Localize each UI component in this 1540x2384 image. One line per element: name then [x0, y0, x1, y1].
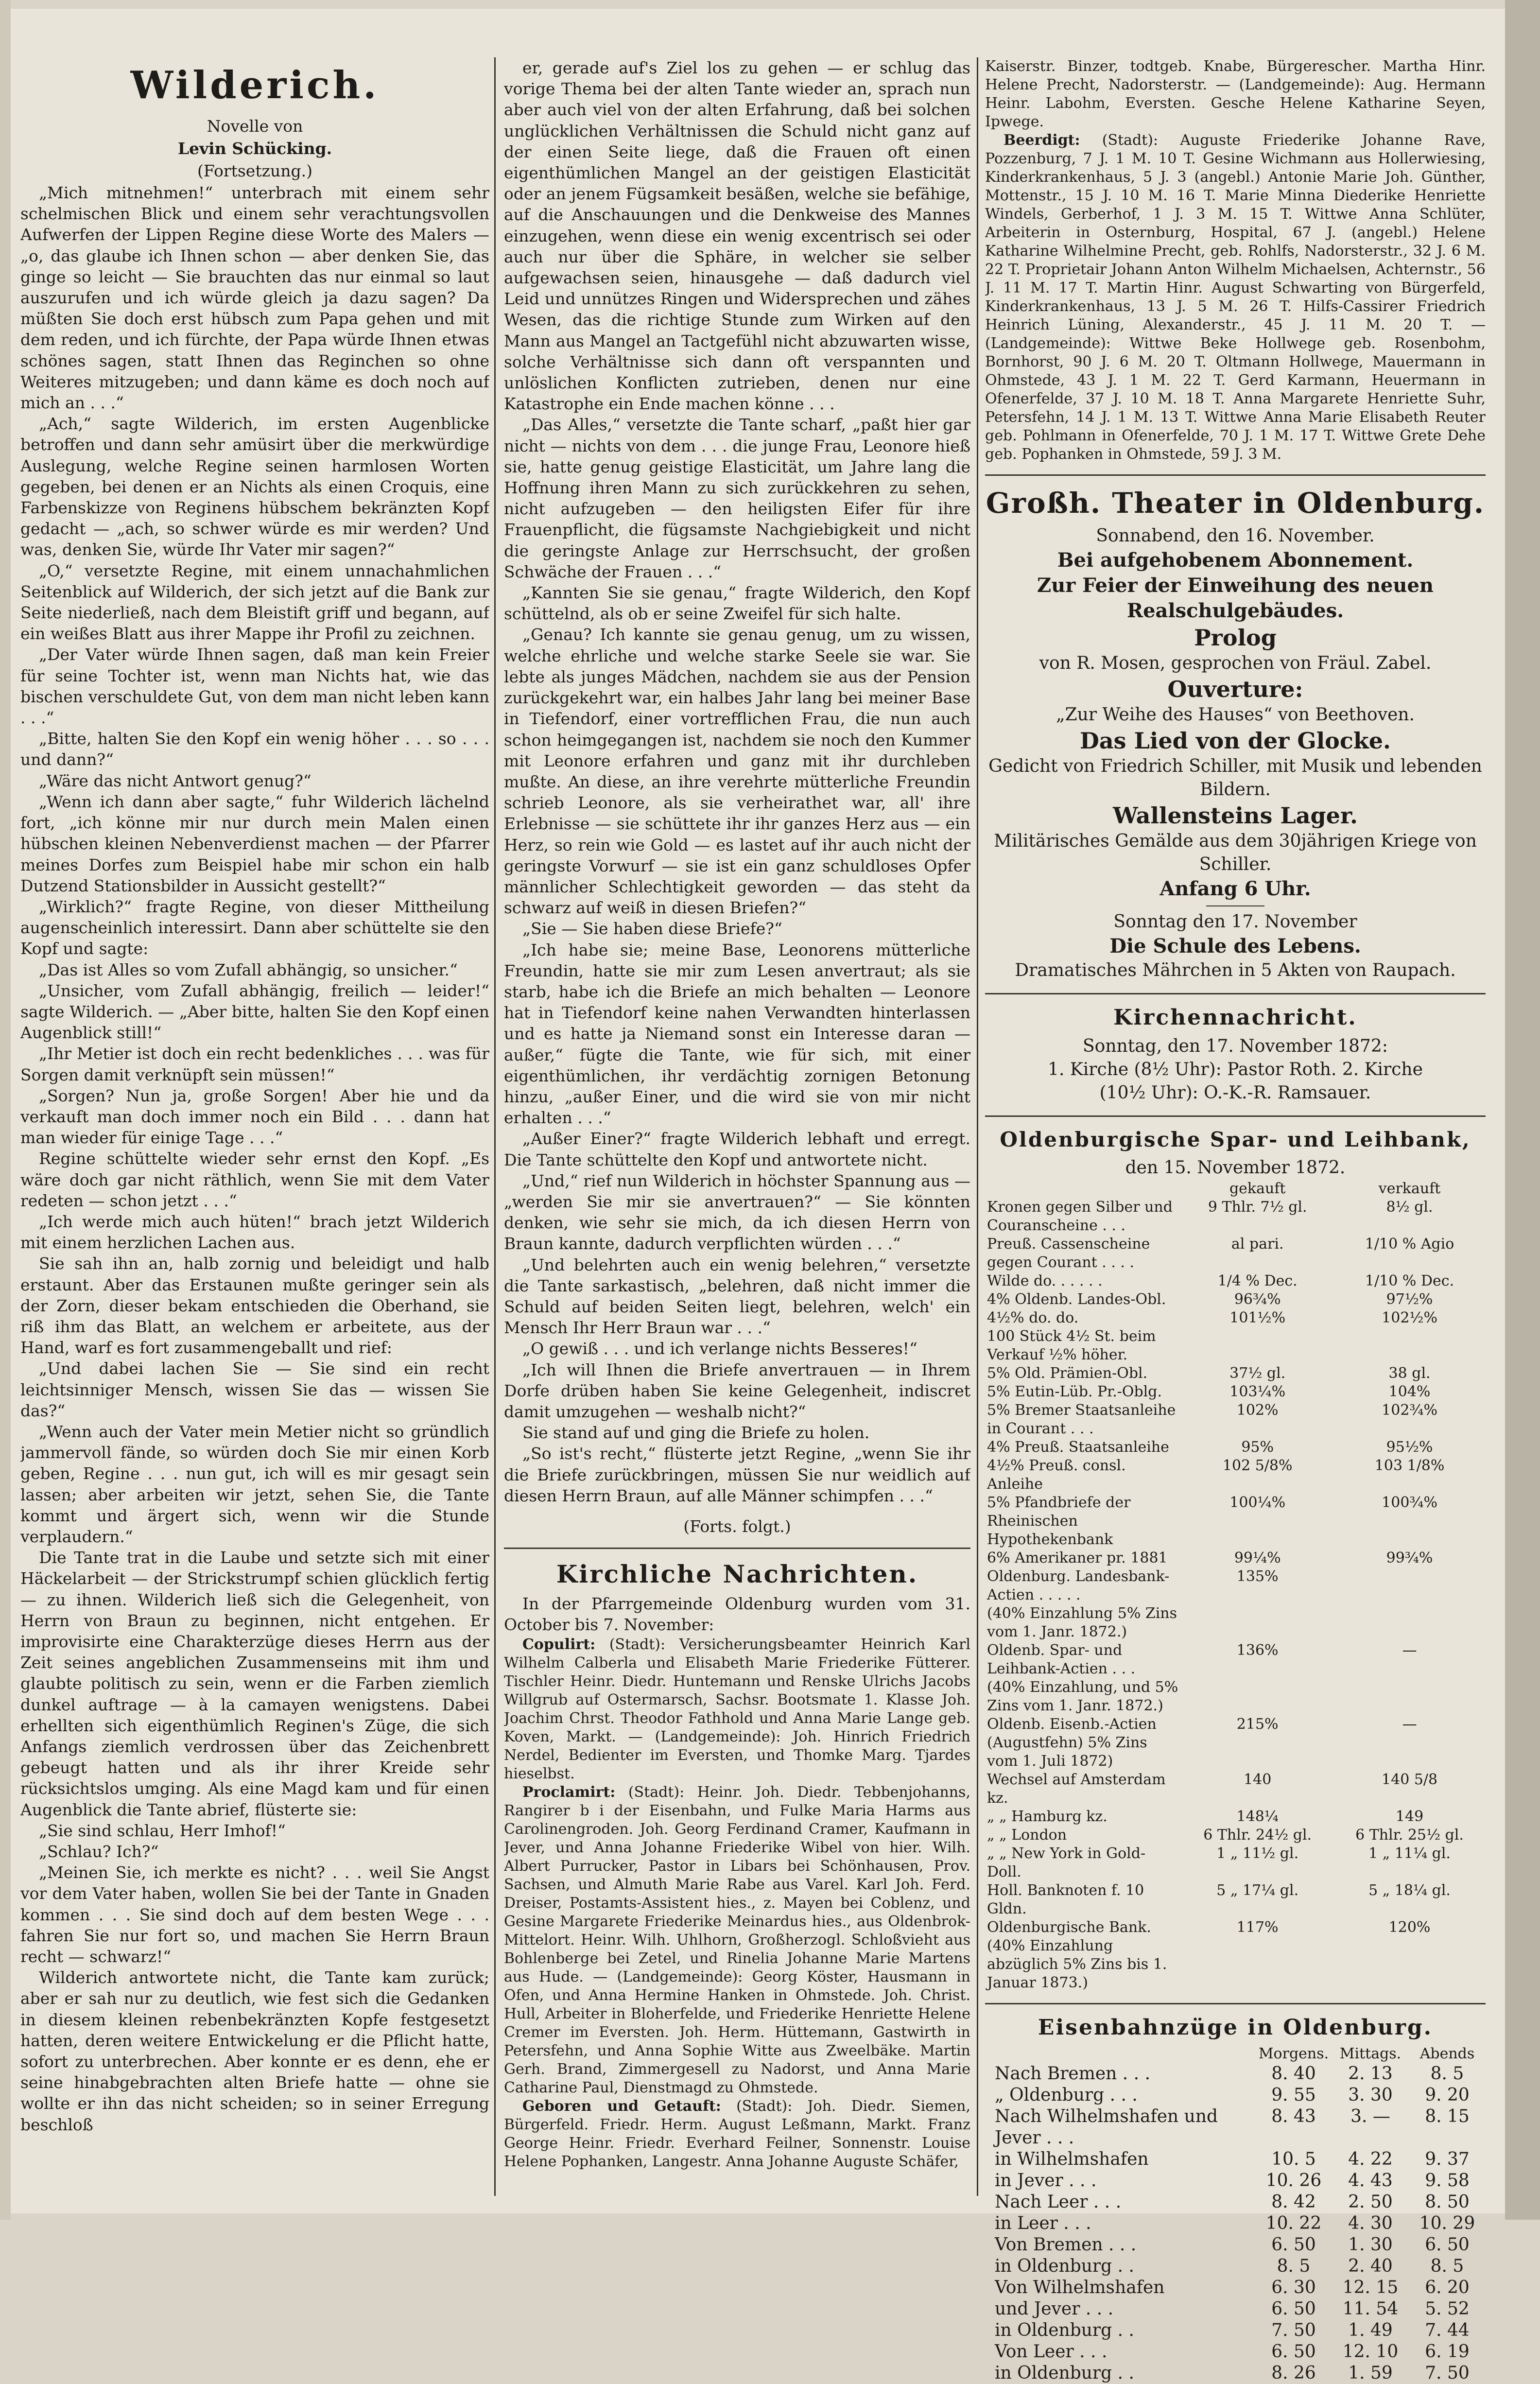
paragraph: „Und belehrten auch ein wenig belehren,“ versetzte die Tante sarkastisch, „belehren, daß nicht immer die Schuld auf beiden Seiten liegt, belehren, welch' ein Mensch Ihr Herr Braun war . . .“	[504, 1255, 970, 1338]
table-row	[985, 2256, 1486, 2277]
church-news-entry	[504, 1783, 970, 2097]
table-row	[985, 1918, 1486, 1937]
table-cell: 117%	[1236, 1919, 1279, 1936]
table-cell: 9. 55	[1271, 2085, 1316, 2105]
burials-label: Beerdigt:	[1004, 132, 1080, 149]
paragraph: „So ist's recht,“ flüsterte jetzt Regine, „wenn Sie ihr die Briefe zurückbringen, müssen Sie nur weidlich auf diesen Herrn Braun, auf alle Männer schimpfen . . .“	[504, 1444, 970, 1505]
bank-col-sell: verkauft	[1378, 1180, 1441, 1197]
table-row	[985, 1826, 1486, 1845]
table-cell: 1. 49	[1348, 2320, 1393, 2340]
church-news-continued: Kaiserstr. Binzer, todtgeb. Knabe, Bürgerescher. Martha Hinr. Helene Precht, Nadorsterstr. — (Landgemeinde): Aug. Hermann Heinr. Labohm, Eversten. Gesche Helene Katharine Seyen, Ipwege.	[985, 58, 1486, 130]
table-cell: 4. 22	[1348, 2149, 1393, 2169]
table-cell: Preuß. Cassenscheine gegen Courant . . . .	[987, 1236, 1150, 1271]
railway-timetable	[985, 2015, 1486, 2384]
table-cell: 140 5/8	[1382, 1771, 1438, 1788]
table-cell: Oldenb. Eisenb.-Actien (Augustfehn) 5% Zins vom 1. Juli 1872)	[987, 1716, 1157, 1770]
table-cell: 10. 22	[1265, 2213, 1322, 2233]
rail-title: Eisenbahnzüge in Oldenburg.	[1038, 2015, 1433, 2040]
table-cell: 10. 5	[1271, 2149, 1316, 2169]
table-cell: 11. 54	[1342, 2299, 1399, 2319]
table-cell: Nach Bremen . . .	[995, 2064, 1151, 2084]
table-cell: (40% Einzahlung, und 5% Zins vom 1. Janr. 1872.)	[987, 1679, 1178, 1714]
table-cell	[1333, 1327, 1486, 1364]
table-cell: „ „ Hamburg kz.	[987, 1808, 1107, 1825]
table-cell: 7. 50	[1271, 2320, 1316, 2340]
table-row	[985, 2277, 1486, 2298]
paragraph: „Ihr Metier ist doch ein recht bedenkliches . . . was für Sorgen damit verknüpft sein müssen!“	[20, 1044, 489, 1084]
paragraph: „Das Alles,“ versetzte die Tante scharf, „paßt hier gar nicht — nichts von dem . . . die junge Frau, Leonore hieß sie, hatte genug geistige Elasticität, um Jahre lang die Hoffnung ihren Mann zu sich zurückkehren zu sehen, nicht aufzugeben — den heiligsten Eifer für ihre Frauenpflicht, die fügsamste Nachgiebigkeit und nicht die geringste Anlage zur Herrschsucht, der großen Schwäche der Frauen . . .“	[504, 415, 970, 581]
theater-prolog-by: von R. Mosen, gesprochen von Fräul. Zabel.	[1039, 653, 1432, 673]
table-row	[985, 2298, 1486, 2320]
table-row	[985, 2320, 1486, 2341]
table-cell: 3. —	[1350, 2106, 1390, 2126]
theater-weihe: „Zur Weihe des Hauses“ von Beethoven.	[1056, 705, 1415, 725]
paragraph: „Bitte, halten Sie den Kopf ein wenig höher . . . so . . . und dann?“	[20, 729, 489, 769]
table-cell: Von Wilhelmshafen	[995, 2278, 1165, 2297]
table-cell: „ Oldenburg . . .	[995, 2085, 1138, 2105]
table-cell: 8. 15	[1425, 2106, 1470, 2126]
table-cell: 8. 5	[1430, 2064, 1464, 2084]
paragraph: er, gerade auf's Ziel los zu gehen — er schlug das vorige Thema bei der alten Tante wieder an, sprach nun aber auch viel von der alten Erfahrung, daß bei solchen unglücklichen Verhältnissen die Schuld nicht ganz auf der einen Seite liege, daß die Frauen oft einen eigenthümlichen Mangel an der geistigen Elasticität oder an jenem Fügsamkeit besäßen, welche sie befähige, auf die Anschauungen und die Denkweise des Mannes einzugehen, wenn diese ein wenig excentrisch sei oder auch nur über die Sphäre, in welcher sie selber aufgewachsen seien, hinausgehe — daß dadurch viel Leid und unnützes Ringen und Widersprechen und zähes Wesen, das die richtige Stunde zum Wirken auf den Mann aus Mangel an Tactgefühl nicht abzuwarten wisse, solche Verhältnisse sich dann oft verspannten und unlöslichen Konflicten zutrieben, denen nur eine Katastrophe ein Ende machen könne . . .	[504, 58, 970, 414]
paragraph: „Sie — Sie haben diese Briefe?“	[522, 919, 782, 939]
church-news-text: (Stadt): Heinr. Joh. Diedr. Tebbenjohanns, Rangirer b i der Eisenbahn, und Fulke Maria Harms aus Carolinengroden. Joh. Georg Ferdinand Cramer, Kaufmann in Jever, und Anna Johanne Friederike Wibel von hier. Wilh. Albert Purrucker, Pastor in Libars bei Schönhausen, Prov. Sachsen, und Almuth Marie Rabe aus Varel. Karl Joh. Ferd. Dreiser, Postamts-Assistent hies., z. Mayen bei Coblenz, und Gesine Margarete Friederike Meinardus hies., aus Oldenbrok-Mittelort. Heinr. Wilh. Uhlhorn, Großherzogl. Schloßvieht aus Bohlenberge bei Zetel, und Rinelia Johanne Marie Martens aus Hude. — (Landgemeinde): Georg Köster, Hausmann in Ofen, und Anna Hermine Hanken in Ohmstede. Joh. Christ. Hull, Arbeiter in Bloherfelde, und Friederike Henriette Helene Cremer im Eversten. Joh. Herm. Hüttemann, Gastwirth in Petersfehn, und Anna Sophie Witte aus Zweelbäke. Martin Gerh. Brand, Zimmergesell zu Nadorst, und Anna Marie Catharine Paul, Dienstmagd zu Ohmstede.	[504, 1783, 970, 2096]
table-cell: 135%	[1236, 1568, 1279, 1585]
table-row	[985, 1604, 1486, 1641]
table-cell: al pari.	[1231, 1236, 1284, 1253]
table-cell: 5. 52	[1425, 2299, 1470, 2319]
table-cell: 3. 30	[1348, 2085, 1393, 2105]
table-cell: Wechsel auf Amsterdam kz.	[987, 1771, 1166, 1807]
bank-col-empty	[985, 1180, 1181, 1198]
table-row	[985, 1549, 1486, 1567]
table-row	[985, 1457, 1486, 1494]
table-cell: 6. 50	[1425, 2235, 1470, 2255]
table-cell: Oldenburgische Bank.	[987, 1919, 1151, 1936]
table-row	[985, 1494, 1486, 1549]
table-cell	[1333, 1678, 1486, 1715]
table-cell: 99¾%	[1386, 1549, 1433, 1566]
rail-col-evening: Abends	[1419, 2045, 1475, 2062]
table-cell: 12. 15	[1342, 2278, 1399, 2297]
table-cell: 1/4 % Dec.	[1217, 1272, 1298, 1289]
table-row	[985, 2234, 1486, 2256]
table-row	[985, 2149, 1486, 2170]
church-news-intro: In der Pfarrgemeinde Oldenburg wurden vom 31. October bis 7. November:	[504, 1594, 970, 1635]
table-row	[985, 1567, 1486, 1604]
table-cell: Nach Wilhelmshafen und Jever . . .	[995, 2106, 1218, 2148]
paragraph: „Genau? Ich kannte sie genau genug, um zu wissen, welche ehrliche und welche starke Seele sie war. Sie lebte als junges Mädchen, nachdem sie aus der Pension zurückgekehrt war, ein halbes Jahr lang bei meiner Base in Tiefendorf, einer vortrefflichen Frau, die nun auch schon heimgegangen ist, nachdem sie noch den Kummer mit Leonore erfahren und ganz mit ihr durchleben mußte. An diese, an ihre verehrte mütterliche Freundin schrieb Leonore, als sie verheirathet war, all' ihre Erlebnisse — sie schüttete ihr ihr ganzes Herz aus — ein Herz, so rein wie Gold — es lastet auf ihr auch nicht der geringste Vorwurf — sie ist ein ganz schuldloses Opfer männlicher Schlechtigkeit geworden — das steht da schwarz auf weiß in diesen Briefen?“	[504, 625, 970, 918]
table-cell: 148¼	[1236, 1808, 1279, 1825]
table-cell: 5 „ 17¼ gl.	[1216, 1882, 1299, 1899]
table-cell: Holl. Banknoten f. 10 Gldn.	[987, 1882, 1144, 1917]
table-row	[985, 1937, 1486, 1992]
table-cell: 6. 50	[1271, 2342, 1316, 2362]
table-cell: 10. 29	[1419, 2213, 1475, 2233]
church-news-list	[504, 1636, 970, 2171]
novel-subtitle: Novelle von	[207, 117, 303, 136]
burials-entry	[985, 131, 1486, 464]
paragraph: „Schlau? Ich?“	[39, 1842, 159, 1862]
table-cell: 6% Amerikaner pr. 1881	[987, 1549, 1168, 1566]
table-cell: 5% Pfandbriefe der Rheinischen Hypothekenbank	[987, 1494, 1131, 1548]
theater-sunday: Sonntag den 17. November	[1113, 912, 1357, 932]
table-row	[985, 2192, 1486, 2213]
table-cell: 4. 43	[1348, 2171, 1393, 2191]
theater-prolog: Prolog	[1194, 625, 1277, 651]
table-row	[985, 2213, 1486, 2234]
table-cell: 8. 5	[1277, 2256, 1311, 2276]
table-cell: 102%	[1236, 1402, 1279, 1419]
page-edge-left	[0, 0, 11, 2220]
rail-col-noon: Mittags.	[1339, 2045, 1402, 2062]
paragraph: „Und,“ rief nun Wilderich in höchster Spannung aus — „werden Sie mir sie anvertrauen?“ — Sie könnten denken, wie sehr sie mich, da ich diesen Herrn von Braun kannte, dadurch verpflichten würden . . .“	[504, 1171, 970, 1253]
table-cell: 6. 50	[1271, 2235, 1316, 2255]
table-cell: Kronen gegen Silber und Couranscheine . . .	[987, 1199, 1173, 1234]
column-rule	[494, 57, 496, 2196]
church-news-entry	[504, 1636, 970, 1783]
paragraph: „Meinen Sie, ich merkte es nicht? . . . weil Sie Angst vor dem Vater haben, wollen Sie bei der Tante in Gnaden kommen . . . Sie sind doch auf dem besten Wege . . . fahren Sie nur fort so, und machen Sie Herrn Braun recht — schwarz!“	[20, 1863, 489, 1966]
table-cell: „ „ London	[987, 1827, 1067, 1844]
table-cell: 102½%	[1382, 1309, 1437, 1326]
table-cell: 4. 30	[1348, 2213, 1393, 2233]
table-cell: 1. 59	[1348, 2363, 1393, 2383]
table-cell: Von Leer . . .	[995, 2342, 1107, 2362]
table-row	[985, 1881, 1486, 1918]
church-news-heading: Kirchliche Nachrichten.	[556, 1560, 918, 1589]
paragraph: „Wenn ich dann aber sagte,“ fuhr Wilderich lächelnd fort, „ich könne mir nur durch mein Malen einen hübschen kleinen Nebenverdienst machen — der Pfarrer meines Dorfes zum Beispiel habe mir schon ein halb Dutzend Stationsbilder in Aussicht gestellt?“	[20, 792, 489, 895]
table-cell: Nach Leer . . .	[995, 2192, 1122, 2212]
table-cell: 9 Thlr. 7½ gl.	[1208, 1199, 1307, 1216]
paragraph: Sie stand auf und ging die Briefe zu holen.	[522, 1423, 870, 1443]
table-cell: in Jever . . .	[995, 2171, 1097, 2191]
bank-date: den 15. November 1872.	[1125, 1158, 1346, 1178]
church-service-title: Kirchennachricht.	[1113, 1005, 1357, 1030]
bank-title: Oldenburgische Spar- und Leihbank,	[1000, 1128, 1471, 1151]
table-cell: 38 gl.	[1388, 1365, 1431, 1382]
table-cell: 6. 20	[1425, 2278, 1470, 2297]
page-edge-right	[1505, 0, 1540, 2220]
paragraph: „Wäre das nicht Antwort genug?“	[39, 771, 311, 790]
table-row	[985, 1401, 1486, 1438]
novel-text	[20, 182, 489, 2135]
table-cell: in Oldenburg . .	[995, 2320, 1134, 2340]
table-row	[985, 2063, 1486, 2085]
table-cell: 102¾%	[1382, 1402, 1437, 1419]
novel-continued: (Fortsetzung.)	[197, 161, 312, 180]
table-row	[985, 1364, 1486, 1383]
table-cell: 120%	[1388, 1919, 1431, 1936]
table-cell: 5% Bremer Staatsanleihe in Courant . . .	[987, 1402, 1176, 1437]
church-news-label: Copulirt:	[522, 1636, 596, 1653]
theater-abo: Bei aufgehobenem Abonnement.	[1057, 549, 1414, 572]
table-cell: 100 Stück 4½ St. beim Verkauf ½% höher.	[987, 1328, 1156, 1363]
table-row	[985, 2170, 1486, 2192]
theater-lager-desc: Militärisches Gemälde aus dem 30jährigen Kriege von Schiller.	[994, 831, 1477, 874]
table-cell: 4½% Preuß. consl. Anleihe	[987, 1457, 1126, 1493]
table-cell: 1/10 % Agio	[1365, 1236, 1454, 1253]
paragraph: Wilderich antwortete nicht, die Tante kam zurück; aber er sah nur zu deutlich, wie fest sich die Gedanken in diesem kleinen rebenbekränzten Kopfe festgesetzt hatten, deren weitere Entwickelung er die Pflicht hatte, sofort zu unterbrechen. Aber konnte er es denn, ehe er seine hinabgebrachten alten Briefe hatte — ohne sie wollte er ihn das nicht scheiden; so in seiner Erregung beschloß	[20, 1968, 489, 2134]
table-cell: 96¾%	[1234, 1291, 1281, 1308]
church-news-entry	[504, 2097, 970, 2171]
table-cell: 103 1/8%	[1374, 1457, 1445, 1474]
table-cell: 97½%	[1386, 1291, 1433, 1308]
table-cell: 8. 5	[1430, 2256, 1464, 2276]
table-cell: 2. 13	[1348, 2064, 1393, 2084]
table-cell: 2. 50	[1348, 2192, 1393, 2212]
table-cell: 10. 26	[1265, 2171, 1322, 2191]
table-cell: 8. 26	[1271, 2363, 1316, 2383]
table-row	[985, 1198, 1486, 1235]
theater-lager: Wallensteins Lager.	[1113, 802, 1358, 829]
table-cell: 7. 50	[1425, 2363, 1470, 2383]
church-service-line2: (10½ Uhr): O.-K.-R. Ramsauer.	[1099, 1083, 1371, 1103]
table-cell: 12. 10	[1342, 2342, 1399, 2362]
table-cell: 9. 20	[1425, 2085, 1470, 2105]
paragraph: Die Tante trat in die Laube und setzte sich mit einer Häckelarbeit — der Strickstrumpf schien glücklich fertig — zu ihnen. Wilderich ließ sich die Gelegenheit, von Herrn von Braun zu beginnen, nicht entgehen. Er improvisirte eine Charakterzüge dieses Herrn aus der Zeit seines angeblichen Zusammenseins mit ihm und glaubte politisch zu sein, wenn er die Farben ziemlich dunkel auftrage — à la camayen wenigstens. Dabei erhellten sich eigenthümlich Reginen's Züge, die sich Anfangs ziemlich verdrossen über das Zeichenbrett gebeugt hatten und als ihr ihrer Kreide sehr rücksichtslos umging. Als eine Magd kam und für einen Augenblick die Tante abrief, flüsterte sie:	[20, 1548, 489, 1819]
table-row	[985, 1715, 1486, 1771]
table-cell: —	[1402, 1642, 1417, 1659]
rail-col-morning: Morgens.	[1258, 2045, 1329, 2062]
church-news-text: (Stadt): Joh. Diedr. Siemen, Bürgerfeld. Friedr. Herm. August Leßmann, Markt. Franz George Heinr. Friedr. Everhard Feilner, Sonnenstr. Louise Helene Pophanken, Langestr. Anna Johanne Auguste Schäfer,	[504, 2097, 970, 2170]
newspaper-page	[11, 9, 1505, 2383]
table-cell: 8. 42	[1271, 2192, 1316, 2212]
table-row	[985, 1290, 1486, 1309]
table-row	[985, 1235, 1486, 1272]
church-service-line1: 1. Kirche (8½ Uhr): Pastor Roth. 2. Kirche	[1048, 1060, 1423, 1079]
table-row	[985, 1383, 1486, 1401]
table-row	[985, 2363, 1486, 2384]
divider	[985, 2003, 1486, 2004]
table-cell: 103¼%	[1229, 1383, 1286, 1400]
table-cell: 149	[1395, 1808, 1424, 1825]
table-cell	[1181, 1327, 1333, 1364]
table-row	[985, 1438, 1486, 1457]
novel-to-be-continued: (Forts. folgt.)	[683, 1517, 791, 1536]
church-news-label: Proclamirt:	[522, 1783, 616, 1801]
column-novel	[20, 57, 489, 2135]
novel-author: Levin Schücking.	[177, 139, 332, 158]
table-cell	[1181, 1937, 1333, 1992]
novel-title: Wilderich.	[130, 63, 380, 107]
table-cell: 99¼%	[1234, 1549, 1281, 1566]
table-cell: 95%	[1241, 1439, 1274, 1456]
table-cell: 37½ gl.	[1229, 1365, 1286, 1382]
paragraph: „Das ist Alles so vom Zufall abhängig, so unsicher.“	[39, 960, 458, 979]
table-cell: 1 „ 11½ gl.	[1216, 1845, 1299, 1862]
theater-start: Anfang 6 Uhr.	[1159, 877, 1311, 900]
table-cell: —	[1402, 1716, 1417, 1733]
table-cell: 6 Thlr. 25½ gl.	[1355, 1827, 1464, 1844]
table-cell: 9. 37	[1425, 2149, 1470, 2169]
table-row	[985, 2085, 1486, 2106]
theater-ouverture: Ouverture:	[1167, 676, 1303, 702]
table-cell: 136%	[1236, 1642, 1279, 1659]
table-cell: 8. 43	[1271, 2106, 1316, 2126]
divider	[985, 1115, 1486, 1117]
theater-date: Sonnabend, den 16. November.	[1096, 526, 1375, 546]
table-row	[985, 1678, 1486, 1715]
bank-table	[985, 1180, 1486, 1992]
theater-title: Großh. Theater in Oldenburg.	[986, 487, 1485, 520]
table-cell	[1181, 1678, 1333, 1715]
table-cell: 6. 19	[1425, 2342, 1470, 2362]
table-cell: 6. 30	[1271, 2278, 1316, 2297]
church-news-text: (Stadt): Versicherungsbeamter Heinrich Karl Wilhelm Calberla und Elisabeth Marie Friederike Fütterer. Tischler Heinr. Diedr. Huntemann und Renske Ulrichs Jacobs Willgrub auf Ostermarsch, Sachsr. Bootsmate 1. Klasse Joh. Joachim Chrst. Theodor Fathhold und Anna Marie Lange geb. Koven, Markt. — (Landgemeinde): Joh. Hinrich Friedrich Nerdel, Bedienter im Eversten, und Thomke Marg. Tjardes hieselbst.	[504, 1636, 970, 1782]
table-cell	[1333, 1604, 1486, 1641]
table-cell: 5% Old. Prämien-Obl.	[987, 1365, 1148, 1382]
table-cell: 1 „ 11¼ gl.	[1368, 1845, 1451, 1862]
table-cell: 1. 30	[1348, 2235, 1393, 2255]
novel-text-cont	[504, 57, 970, 1506]
church-news-label: Geboren und Getauft:	[522, 2097, 721, 2115]
theater-schule-desc: Dramatisches Mährchen in 5 Akten von Raupach.	[1015, 960, 1456, 980]
paragraph: „Der Vater würde Ihnen sagen, daß man kein Freier für seine Tochter ist, wenn man Nichts hat, wie das bischen verschuldete Gut, von dem man nicht leben kann . . .“	[20, 645, 489, 728]
table-cell: 215%	[1236, 1716, 1279, 1733]
table-cell: 8. 50	[1425, 2192, 1470, 2212]
paragraph: „Unsicher, vom Zufall abhängig, freilich — leider!“ sagte Wilderich. — „Aber bitte, halten Sie den Kopf einen Augenblick still!“	[20, 981, 489, 1043]
table-cell: Oldenburg. Landesbank-Actien . . . . .	[987, 1568, 1170, 1603]
paragraph: „Sie sind schlau, Herr Imhof!“	[39, 1821, 286, 1840]
bank-rates	[985, 1128, 1486, 1992]
church-service-date: Sonntag, den 17. November 1872:	[1083, 1036, 1388, 1056]
divider	[504, 1548, 970, 1549]
paragraph: „Ich habe sie; meine Base, Leonorens mütterliche Freundin, hatte sie mir zum Lesen anvertraut; als sie starb, habe ich die Briefe an mich behalten — Leonore hat in Tiefendorf keine nahen Verwandten hinterlassen und es hatte ja Niemand sonst ein Interesse daran — außer,“ fügte die Tante, wie für sich, mit einer eigenthümlichen, ihr verdächtig zornigen Betonung hinzu, „außer Einer, und die wird sie von mir nicht erhalten . . .“	[504, 940, 970, 1128]
table-cell: 8. 40	[1271, 2064, 1316, 2084]
table-row	[985, 1771, 1486, 1808]
table-cell: 1/10 % Dec.	[1365, 1272, 1454, 1289]
table-row	[985, 1845, 1486, 1881]
table-cell: in Oldenburg . .	[995, 2256, 1134, 2276]
table-cell: 4½% do. do.	[987, 1309, 1079, 1326]
table-cell: 7. 44	[1425, 2320, 1470, 2340]
paragraph: „Ich will Ihnen die Briefe anvertrauen — in Ihrem Dorfe drüben haben Sie keine Gelegenheit, indiscret damit umzugehen — weshalb nicht?“	[504, 1360, 970, 1421]
table-cell: in Wilhelmshafen	[995, 2149, 1149, 2169]
divider	[985, 474, 1486, 476]
bank-col-buy: gekauft	[1229, 1180, 1286, 1197]
table-cell: 4% Oldenb. Landes-Obl.	[987, 1291, 1166, 1308]
paragraph: „Und dabei lachen Sie — Sie sind ein recht leichtsinniger Mensch, wissen Sie das — wissen Sie das?“	[20, 1359, 489, 1420]
table-cell: (40% Einzahlung abzüglich 5% Zins bis 1. Januar 1873.)	[987, 1937, 1167, 1991]
column-rule	[977, 57, 978, 2196]
table-row	[985, 1808, 1486, 1826]
paragraph: „O,“ versetzte Regine, mit einem unnachahmlichen Seitenblick auf Wilderich, der sich jetzt auf die Bank zur Seite niederließ, nach dem Bleistift griff und begann, auf ein weißes Blatt aus ihrer Mappe ihr Profil zu zeichnen.	[20, 561, 489, 644]
table-cell: 101½%	[1229, 1309, 1286, 1326]
table-cell: 5 „ 18¼ gl.	[1368, 1882, 1451, 1899]
divider	[985, 993, 1486, 994]
table-cell: in Leer . . .	[995, 2213, 1091, 2233]
table-cell: 140	[1244, 1771, 1272, 1788]
paragraph: „Wenn auch der Vater mein Metier nicht so gründlich jammervoll fände, so würden doch Sie mir einen Korb geben, Regine . . . nun gut, ich will es mir gesagt sein lassen; aber arbeiten wir jetzt, sehen Sie, die Tante kommt und ärgert sich, wenn wir die Stunde verplaudern.“	[20, 1422, 489, 1546]
table-row	[985, 2341, 1486, 2363]
paragraph: „O gewiß . . . und ich verlange nichts Besseres!“	[522, 1339, 917, 1358]
table-cell	[1181, 1604, 1333, 1641]
table-cell: in Oldenburg . .	[995, 2363, 1134, 2383]
paragraph: „Wirklich?“ fragte Regine, von dieser Mittheilung augenscheinlich interessirt. Dann aber schüttelte sie den Kopf und sagte:	[20, 897, 489, 958]
column-ads	[985, 57, 1486, 2384]
divider	[1206, 905, 1264, 906]
column-middle	[504, 57, 970, 2171]
table-cell: 2. 40	[1348, 2256, 1393, 2276]
theater-glocke-desc: Gedicht von Friedrich Schiller, mit Musik und lebenden Bildern.	[988, 756, 1482, 800]
theater-glocke: Das Lied von der Glocke.	[1079, 728, 1391, 754]
table-cell: (40% Einzahlung 5% Zins vom 1. Janr. 1872.)	[987, 1605, 1177, 1640]
theater-announcement	[985, 487, 1486, 982]
paragraph: „Sorgen? Nun ja, große Sorgen! Aber hie und da verkauft man doch immer noch ein Bild . . . dann hat man wieder für einige Tage . . .“	[20, 1086, 489, 1148]
rail-col-empty	[985, 2045, 1255, 2063]
table-cell: 104%	[1388, 1383, 1431, 1400]
table-cell	[1333, 1567, 1486, 1604]
paragraph: Sie sah ihn an, halb zornig und beleidigt und halb erstaunt. Aber das Erstaunen mußte geringer sein als der Zorn, dieser bekam entschieden die Oberhand, sie riß ihm das Blatt, an welchem er arbeitete, aus der Hand, warf es fort zusammengeballt und rief:	[20, 1254, 489, 1357]
paragraph: „Kannten Sie sie genau,“ fragte Wilderich, den Kopf schüttelnd, als ob er seine Zweifel für sich halte.	[504, 583, 970, 624]
theater-feier: Zur Feier der Einweihung des neuen Realschulgebäudes.	[1037, 574, 1434, 622]
table-cell: 100¼%	[1229, 1494, 1286, 1511]
table-cell	[1333, 1937, 1486, 1992]
table-cell: 6. 50	[1271, 2299, 1316, 2319]
table-row	[985, 1272, 1486, 1290]
table-cell: 4% Preuß. Staatsanleihe	[987, 1439, 1169, 1456]
burials-text: (Stadt): Auguste Friederike Johanne Rave, Pozzenburg, 7 J. 1 M. 10 T. Gesine Wichmann aus Hollerwiesing, Kinderkrankenhaus, 5 J. 3 (angebl.) Antonie Marie Joh. Günther, Mottenstr., 15 J. 10 M. 16 T. Marie Minna Diederike Henriette Windels, Gerberhof, 1 J. 3 M. 15 T. Wittwe Anna Schlüter, Arbeiterin in Osternburg, Hospital, 67 J. (angebl.) Helene Katharine Wilhelmine Precht, geb. Rohlfs, Nadorsterstr., 32 J. 6 M. 22 T. Proprietair Johann Anton Wilhelm Michaelsen, Achternstr., 56 J. 11 M. 17 T. Martin Hinr. August Schwarting von Bürgerfeld, Kinderkrankenhaus, 13 J. 5 M. 26 T. Hilfs-Cassirer Friedrich Heinrich Lüning, Alexanderstr., 45 J. 11 M. 20 T. — (Landgemeinde): Wittwe Beke Hollwege geb. Rosenbohm, Bornhorst, 90 J. 6 M. 20 T. Oltmann Hollwege, Mauermann in Ohmstede, 43 J. 1 M. 22 T. Gerd Karmann, Heuermann in Ofenerfelde, 37 J. 10 M. 18 T. Anna Margarete Henriette Suhr, Petersfehn, 14 J. 1 M. 13 T. Wittwe Anna Marie Elisabeth Reuter geb. Pohlmann in Ofenerfelde, 70 J. 1 M. 17 T. Wittwe Grete Dehe geb. Pophanken in Ohmstede, 59 J. 3 M.	[985, 132, 1486, 463]
paragraph: Regine schüttelte wieder sehr ernst den Kopf. „Es wäre doch gar nicht räthlich, wenn Sie mit dem Vater redeten — schon jetzt . . .“	[20, 1149, 489, 1210]
paragraph: „Ich werde mich auch hüten!“ brach jetzt Wilderich mit einem herzlichen Lachen aus.	[20, 1212, 489, 1253]
table-cell: 6 Thlr. 24½ gl.	[1203, 1827, 1312, 1844]
table-row	[985, 1641, 1486, 1678]
paragraph: „Außer Einer?“ fragte Wilderich lebhaft und erregt. Die Tante schüttelte den Kopf und antwortete nicht.	[504, 1129, 970, 1169]
table-cell: 100¾%	[1382, 1494, 1437, 1511]
table-cell: „ „ New York in Gold-Doll.	[987, 1845, 1146, 1880]
table-cell: 102 5/8%	[1222, 1457, 1293, 1474]
table-row	[985, 1327, 1486, 1364]
table-cell: Oldenb. Spar- und Leihbank-Actien . . .	[987, 1642, 1136, 1677]
paragraph: „Ach,“ sagte Wilderich, im ersten Augenblicke betroffen und dann sehr amüsirt über die merkwürdige Auslegung, welche Regine seinen harmlosen Worten gegeben, bei denen er an Nichts als einen Croquis, eine Farbenskizze von Reginens hübschem bekränzten Kopf gedacht — „ach, so schwer würde es mir werden? Und was, denken Sie, würde Ihr Vater mir sagen?“	[20, 414, 489, 559]
table-cell: Von Bremen . . .	[995, 2235, 1137, 2255]
table-cell: und Jever . . .	[995, 2299, 1114, 2319]
church-service-notice	[985, 1005, 1486, 1105]
table-cell: 5% Eutin-Lüb. Pr.-Oblg.	[987, 1383, 1162, 1400]
table-cell: Wilde do. . . . . .	[987, 1272, 1103, 1289]
table-row	[985, 1309, 1486, 1327]
table-row	[985, 2106, 1486, 2149]
table-cell: 9. 58	[1425, 2171, 1470, 2191]
theater-schule: Die Schule des Lebens.	[1109, 935, 1361, 957]
paragraph: „Mich mitnehmen!“ unterbrach mit einem sehr schelmischen Blick und einem sehr verachtungsvollen Aufwerfen der Lippen Regine diese Worte des Malers — „o, das glaube ich Ihnen schon — aber denken Sie, das ginge so leicht — Sie brauchten das nur einmal so laut auszurufen und ich würde gleich ja dazu sagen? Da müßten Sie doch erst hübsch zum Papa gehen und mit dem reden, und ich fürchte, der Papa würde Ihnen etwas schönes sagen, statt Ihnen das Reginchen so ohne Weiteres mitzugeben; und dann käme es doch noch auf mich an . . .“	[20, 183, 489, 413]
table-cell: 8½ gl.	[1386, 1199, 1433, 1216]
table-cell: 95½%	[1386, 1439, 1433, 1456]
rail-table	[985, 2045, 1486, 2384]
